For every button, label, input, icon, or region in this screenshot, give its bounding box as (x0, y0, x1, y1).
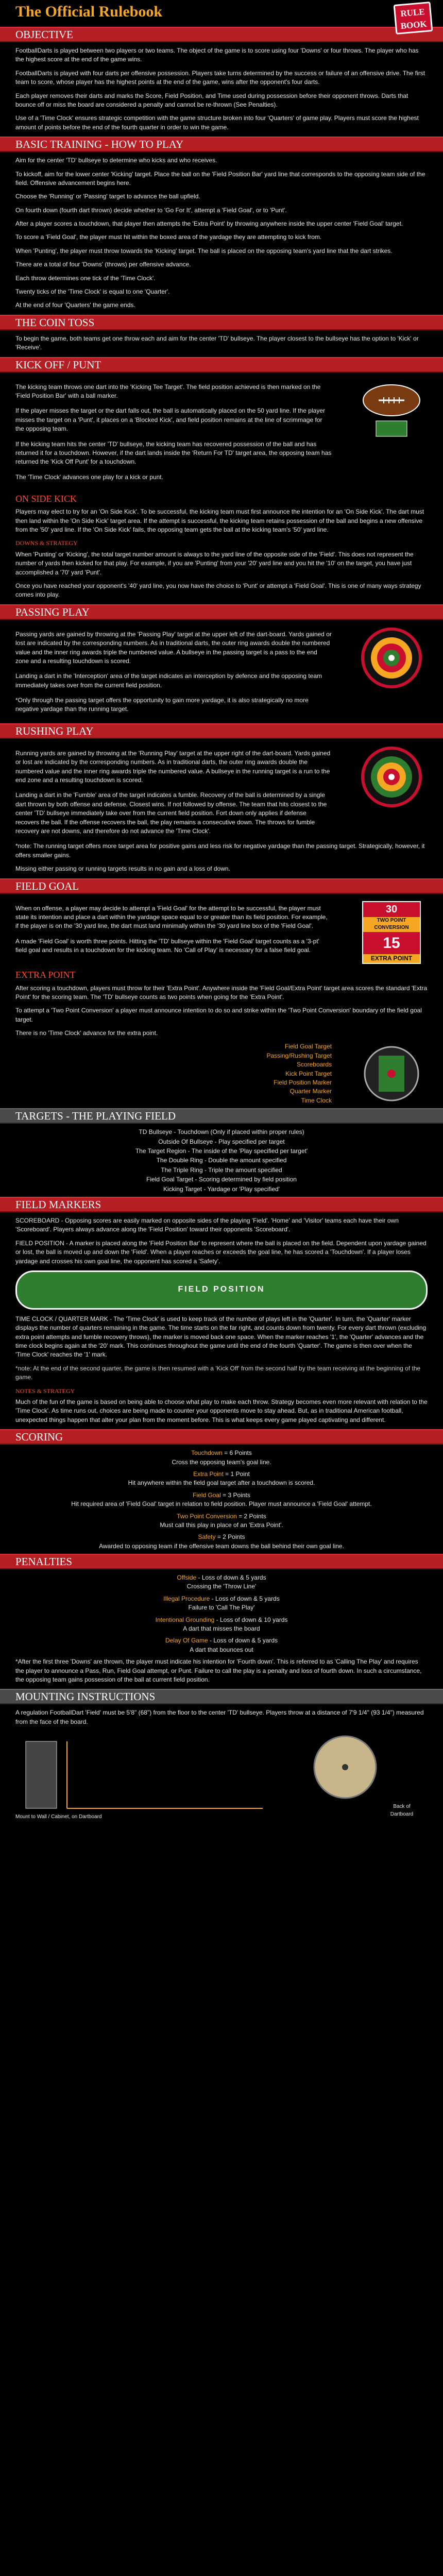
markers-p1: SCOREBOARD - Opposing scores are easily marked on opposite sides of the playing 'Field'. 'Home' and 'Visitor' teams each have their own 'Scoreboard'. Players always advance along the 'Field Position' toward their opponents 'Scoreboard'. (15, 1216, 399, 1233)
kickoff-p1: The kicking team throws one dart into the 'Kicking Tee Target'. The field position achieved is then marked on the 'Field Position Bar' with a ball marker. (15, 383, 321, 399)
penalty-item: Offside - Loss of down & 5 yards Crossing the 'Throw Line' (0, 1573, 443, 1591)
score-desc: Must call this play in place of an 'Extra Point'. (160, 1521, 283, 1529)
penalties-list (0, 1573, 443, 1654)
board-label: Field Position Marker (274, 1079, 332, 1087)
board-label: Passing/Rushing Target (266, 1052, 332, 1059)
basic-line: Each throw determines one tick of the 'Time Clock'. (15, 274, 156, 282)
penalty-desc1: Loss of down & 10 yards (220, 1616, 288, 1623)
board-label: Scoreboards (296, 1061, 332, 1069)
basic-line: There are a total of four 'Downs' (throws) per offensive advance. (15, 261, 191, 268)
score-item (0, 1533, 443, 1551)
downs-p2: Once you have reached your opponent's '40' yard line, you now have the choice to 'Punt' or attempt a 'Field Goal'. This is one of many ways strategy comes into play. (15, 582, 421, 599)
logo-line1: RULE (400, 7, 425, 19)
field-goal-sign (340, 898, 443, 964)
score-name: Extra Point (193, 1470, 224, 1478)
basic-training-body (0, 156, 443, 310)
penalty-desc1: Loss of down & 5 yards (201, 1574, 266, 1582)
basic-line: Twenty ticks of the 'Time Clock' is equal to one 'Quarter'. (15, 288, 170, 296)
board-label: Kick Point Target (285, 1070, 332, 1077)
board-label: Field Goal Target (284, 1043, 332, 1050)
page-title: The Official Rulebook (15, 3, 163, 20)
coin-toss-text: To begin the game, both teams get one throw each and aim for the center 'TD' bullseye. The player closest to the bullseye has the option to 'Kick' or 'Receive'. (15, 334, 419, 351)
penalty-desc2: A dart that bounces out (190, 1646, 253, 1653)
target-item: Outside Of Bullseye - Play specified per target (158, 1138, 285, 1145)
score-item (0, 1470, 443, 1488)
section-field-goal: FIELD GOAL (0, 878, 443, 894)
extrapoint-p3: There is no 'Time Clock' advance for the extra point. (15, 1029, 158, 1037)
basic-line: When 'Punting', the player must throw towards the 'Kicking' target. The ball is placed on the opposing team's yard line that the dart strikes. (15, 247, 393, 255)
header (0, 0, 443, 31)
section-passing: PASSING PLAY (0, 604, 443, 620)
rushing-target-illustration (340, 743, 443, 842)
penalty-desc2: A dart that misses the board (183, 1625, 260, 1633)
section-field-markers: FIELD MARKERS (0, 1197, 443, 1212)
rushing-p2: Landing a dart in the 'Fumble' area of the target indicates a fumble. Recovery of the ball is determined by a single dart thrown by both offense and defense. Closest wins. If not followed by offense. The team that hits closest to the center 'TD' bullseye immediately take over from the current field position. Fort down only applies if defense recovers the ball. If the offense recovers the ball, the play remains a consecutive down. The throws for fumble recovery are not downs, and therefore do not advance the 'Time Clock'. (15, 791, 327, 835)
rushing-target-icon (361, 746, 422, 808)
board-label: Time Clock (301, 1096, 332, 1104)
penalties-footnote: *After the first three 'Downs' are thrown, the player must indicate his intention for 'Fourth down'. This is referred to as 'Calling The Play' and requires the player to announce a Pass, Run, Field Goal attempt, or Punt. Failure to call the play is a penalty and loss of fourth down. In such a circumstance, the opposing team gains possession of the ball at current field position. (15, 1658, 422, 1683)
sign-num: 15 (363, 932, 420, 955)
basic-line: To score a 'Field Goal', the player must hit within the boxed area of the yardage they are attempting to kick from. (15, 233, 322, 241)
section-objective: OBJECTIVE (0, 27, 443, 42)
score-desc: Hit required area of 'Field Goal' target in relation to field position. Player must announce a 'Field Goal' attempt. (71, 1500, 372, 1508)
target-item: TD Bullseye - Touchdown (Only if placed within proper rules) (139, 1128, 304, 1136)
passing-p3: *Only through the passing target offers the opportunity to gain more yardage, it is also strategically no more negative yardage than the running target. (15, 697, 309, 713)
penalty-name: Delay Of Game (165, 1637, 208, 1645)
penalty-name: Intentional Grounding (155, 1616, 215, 1623)
section-onside-kick: ON SIDE KICK (15, 494, 77, 504)
objective-p3: Each player removes their darts and marks the Score, Field Position, and Time used during possession before their opponent throws. Darts that bounce off or miss the board are considered a penalty and cannot be re-thrown (See Penalties). (15, 92, 408, 108)
score-desc: Awarded to opposing team if the offensive team downs the ball behind their own goal line. (99, 1542, 344, 1550)
rushing-p1: Running yards are gained by throwing at the 'Running Play' target at the upper right of the dart-board. Yards gained or lost are indicated by the corresponding numbers. As in traditional darts, the outer ring awards double the numbered value and the inner ring awards triple the numbered value. A bullseye in the running target is a run to the end zone and a resulting touchdown is scored. (15, 749, 331, 784)
score-pts: = 1 Point (225, 1470, 250, 1478)
extrapoint-p1: After scoring a touchdown, players must throw for their 'Extra Point'. Anywhere inside the 'Field Goal/Extra Point' target area scores the standard 'Extra Point' for the scoring team. The 'TD' bullseye counts as two points when going for the 'Extra Point'. (15, 984, 428, 1001)
penalty-desc1: Loss of down & 5 yards (215, 1595, 280, 1602)
basic-line: After a player scores a touchdown, that player then attempts the 'Extra Point' by throwing anywhere inside the upper center 'Field Goal' target. (15, 220, 403, 228)
score-name: Safety (198, 1533, 216, 1541)
section-kickoff: KICK OFF / PUNT (0, 357, 443, 372)
score-name: Field Goal (193, 1491, 221, 1499)
basic-line: At the end of four 'Quarters' the game ends. (15, 301, 135, 309)
mounting-text: A regulation FootballDart 'Field' must be 5'8" (68") from the floor to the center 'TD' bullseye. Players throw at a distance of 7'9 1/4" (93 1/4") measured from the face of the board. (15, 1709, 424, 1725)
penalty-desc2: Crossing the 'Throw Line' (186, 1583, 257, 1590)
basic-line: Choose the 'Running' or 'Passing' target to advance the ball upfield. (15, 193, 200, 200)
passing-p1: Passing yards are gained by throwing at the 'Passing Play' target at the upper left of the dart-board. Yards gained or lost are indicated by the corresponding numbers. As in traditional darts, the outer ring awards double the numbered value and the inner ring awards triple the numbered value. A bullseye in the passing target is a pass to the end zone and a resulting touchdown is scored. (15, 630, 332, 665)
rushing-p4: Missing either passing or running targets results in no gain and a loss of down. (15, 865, 230, 873)
passing-target-icon (361, 627, 422, 689)
objective-body (0, 46, 443, 132)
downs-p1: When 'Punting' or 'Kicking', the total target number amount is always to the yard line of the opposite side of the 'Field'. This does not represent the number of yards then kicked for that play. For example, if you are 'Punting' from your '20' yard line and you hit the '10' on the target, you have just accomplished a '70' yard 'Punt'. (15, 550, 414, 576)
kickoff-p3: If the kicking team hits the center 'TD' bullseye, the kicking team has recovered possession of the ball and has returned it for a touchdown. However, if the dart lands inside the 'Return For TD' target area, the opposing team has returned the 'Kick Off Punt' for a touchdown. (15, 440, 332, 466)
kicking-target-illustration (340, 377, 443, 488)
score-name: Touchdown (191, 1449, 223, 1457)
basic-line: To kickoff, aim for the lower center 'Kicking' target. Place the ball on the 'Field Position Bar' yard line that corresponds to the opposing team side of the field. Offensive advancement begins here. (15, 170, 425, 187)
section-targets: TARGETS - THE PLAYING FIELD (0, 1108, 443, 1124)
section-downs-strategy: DOWNS & STRATEGY (15, 539, 78, 547)
score-item (0, 1491, 443, 1509)
score-pts: = 6 Points (224, 1449, 252, 1457)
mounting-diagram (15, 1731, 428, 1834)
score-item (0, 1449, 443, 1467)
target-item: Kicking Target - Yardage or 'Play specified' (163, 1185, 280, 1193)
basic-line: On fourth down (fourth dart thrown) decide whether to 'Go For It', attempt a 'Field Goal', or to 'Punt'. (15, 206, 287, 214)
kickoff-p4: The 'Time Clock' advances one play for a kick or punt. (15, 473, 163, 481)
mount-back-label: Back of Dartboard (390, 1804, 414, 1817)
sign-mid: TWO POINT CONVERSION (374, 917, 409, 931)
rushing-p3: *note: The running target offers more target area for positive gains and less risk for negative yardage than the passing target. Strategically, however, it offers smaller gains. (15, 842, 425, 859)
target-item: The Target Region - The inside of the 'Play specified per target' (135, 1147, 308, 1155)
kickoff-p2: If the player misses the target or the dart falls out, the ball is automatically placed on the 50 yard line. If the player misses the target on a 'Punt', it places on a 'Blocked Kick', and field position remains at the line of scrimmage for the opposing team. (15, 407, 325, 433)
kickoff-body (0, 377, 443, 488)
notes-strategy-text: Much of the fun of the game is based on being able to choose what play to make each throw. Strategy becomes even more relevant with relation to the 'Time Clock'. As time runs out, choices are being made to counter your opponents move to stay ahead. But, as in traditional American football, unexpected things happen that alter your plan from the moment before. This is what keeps every game played captivating and different. (15, 1398, 428, 1423)
board-overview (0, 1042, 443, 1105)
objective-p1: FootballDarts is played between two players or two teams. The object of the game is to score using four 'Downs' or four throws. The player who has the highest score at the end of the game wins. (15, 47, 419, 63)
passing-p2: Landing a dart in the 'Interception' area of the target indicates an interception by defence and the opposing team immediately takes over from the current field position. (15, 672, 322, 689)
section-extra-point: EXTRA POINT (15, 970, 76, 980)
basic-line: Aim for the center 'TD' bullseye to determine who kicks and who receives. (15, 157, 217, 164)
extrapoint-p2: To attempt a 'Two Point Conversion' a player must announce intention to do so and strike within the 'Two Point Conversion' boundary of the field goal target. (15, 1007, 422, 1023)
field-position-label: FIELD POSITION (178, 1284, 265, 1294)
target-item: The Triple Ring - Triple the amount specified (161, 1166, 282, 1174)
fieldgoal-p1: When on offense, a player may decide to attempt a 'Field Goal' for the attempt to be successful, the player must state its intention and place a dart within the yardage space equal to or greater than its field position. For example, if the player is on the '30 yard line, the dart must land minimally within the '30 yard line box of the 'Field Goal'. (15, 904, 328, 930)
penalty-name: Offside (177, 1574, 197, 1582)
objective-p2: FootballDarts is played with four darts per offensive possession. Players take turns determined by the success or failure of an offensive drive. The first team to score, whose player has the highest points at the end of the game, wins after the opponent's four darts. (15, 69, 425, 86)
mounting-diagram-svg (15, 1731, 428, 1819)
board-label: Quarter Marker (289, 1088, 332, 1095)
markers-note: *note: At the end of the second quarter, the game is then resumed with a 'Kick Off' from the second half by the team receiving at the beginning of the game. (15, 1364, 421, 1381)
penalty-item: Delay Of Game - Loss of down & 5 yards A dart that bounces out (0, 1636, 443, 1654)
score-pts: = 2 Points (238, 1512, 266, 1520)
rulebook-logo (394, 2, 433, 35)
section-scoring: SCORING (0, 1429, 443, 1445)
section-notes-strategy: NOTES & STRATEGY (15, 1387, 75, 1395)
score-name: Two Point Conversion (177, 1512, 237, 1520)
targets-list (0, 1128, 443, 1194)
section-rushing: RUSHING PLAY (0, 723, 443, 739)
objective-p4: Use of a 'Time Clock' ensures strategic competition with the game structure broken into four 'Quarters' of game play. Players must score the highest amount of points before the end of the fourth quarter in order to win the game. (15, 114, 419, 131)
field-position-strip (15, 1270, 428, 1310)
mount-wall-label: Mount to Wall / Cabinet, on Dartboard (15, 1814, 102, 1820)
sign-top: 30 (363, 902, 420, 917)
target-item: Field Goal Target - Scoring determined by field position (146, 1176, 297, 1183)
markers-p2: FIELD POSITION - A marker is placed along the 'Field Position Bar' to represent where the ball is placed on the field. Dependent upon yardage gained or lost, the ball is moved up and down the 'Field'. When a player reaches or exceeds the goal line, he has scored a 'Touchdown'. If a player loses yardage and crosses his own goal line, the opponent has scored a 'Safety'. (15, 1239, 427, 1265)
sign-label: EXTRA POINT (370, 955, 413, 962)
football-icon (358, 380, 425, 442)
section-mounting: MOUNTING INSTRUCTIONS (0, 1689, 443, 1704)
score-desc: Hit anywhere within the field goal target after a touchdown is scored. (128, 1479, 315, 1487)
score-desc: Cross the opposing team's goal line. (172, 1458, 271, 1466)
logo-line2: BOOK (400, 19, 428, 31)
penalty-item: Illegal Procedure - Loss of down & 5 yards Failure to 'Call The Play' (0, 1595, 443, 1613)
dartboard-icon (363, 1045, 420, 1102)
section-coin-toss: THE COIN TOSS (0, 315, 443, 330)
penalty-name: Illegal Procedure (163, 1595, 210, 1602)
penalty-item: Intentional Grounding - Loss of down & 10 yards A dart that misses the board (0, 1616, 443, 1634)
onside-text: Players may elect to try for an 'On Side Kick'. To be successful, the kicking team must first announce the intention for an 'On Side Kick'. The dart must then land within the 'On Side Kick' target area. If the attempt is successful, the kicking team retains possession of the ball and begins a new offensive from the '50' yard line. If the 'On Side Kick' fails, the opposing team gets the ball at the kicking team's '50' yard line. (15, 508, 424, 533)
score-item (0, 1512, 443, 1530)
section-basic-training: BASIC TRAINING - HOW TO PLAY (0, 137, 443, 152)
fieldgoal-p2: A made 'Field Goal' is worth three points. Hitting the 'TD' bullseye within the 'Field Goal' target counts as a '3-pt' field goal and results in a touchdown for the kicking team. No 'Call of Play' is necessary for a false field goal. (15, 937, 319, 954)
markers-p3: TIME CLOCK / QUARTER MARK - The 'Time Clock' is used to keep track of the number of plays left in the 'Quarter'. In turn, the 'Quarter' marker displays the number of quarters remaining in the game. The time starts on the far right, and counts down from twenty. For every dart thrown (excluding extra point attempts and fumble recovery throws), the marker is moved back one space. When the marker reaches '1', the 'Quarter' advances and the time clock begins again at the '20' mark. This continues throughout the game until the end of the fourth 'Quarter'. The game is then over when the 'Time Clock' reaches the '1' mark. (15, 1315, 427, 1359)
penalty-desc1: Loss of down & 5 yards (213, 1637, 278, 1645)
full-board-illustration (340, 1042, 443, 1105)
target-item: The Double Ring - Double the amount specified (156, 1157, 287, 1164)
score-pts: = 2 Points (217, 1533, 245, 1541)
score-pts: = 3 Points (223, 1491, 250, 1499)
section-penalties: PENALTIES (0, 1554, 443, 1569)
scoring-list (0, 1449, 443, 1551)
penalty-desc2: Failure to 'Call The Play' (188, 1604, 255, 1612)
passing-target-illustration (340, 624, 443, 720)
